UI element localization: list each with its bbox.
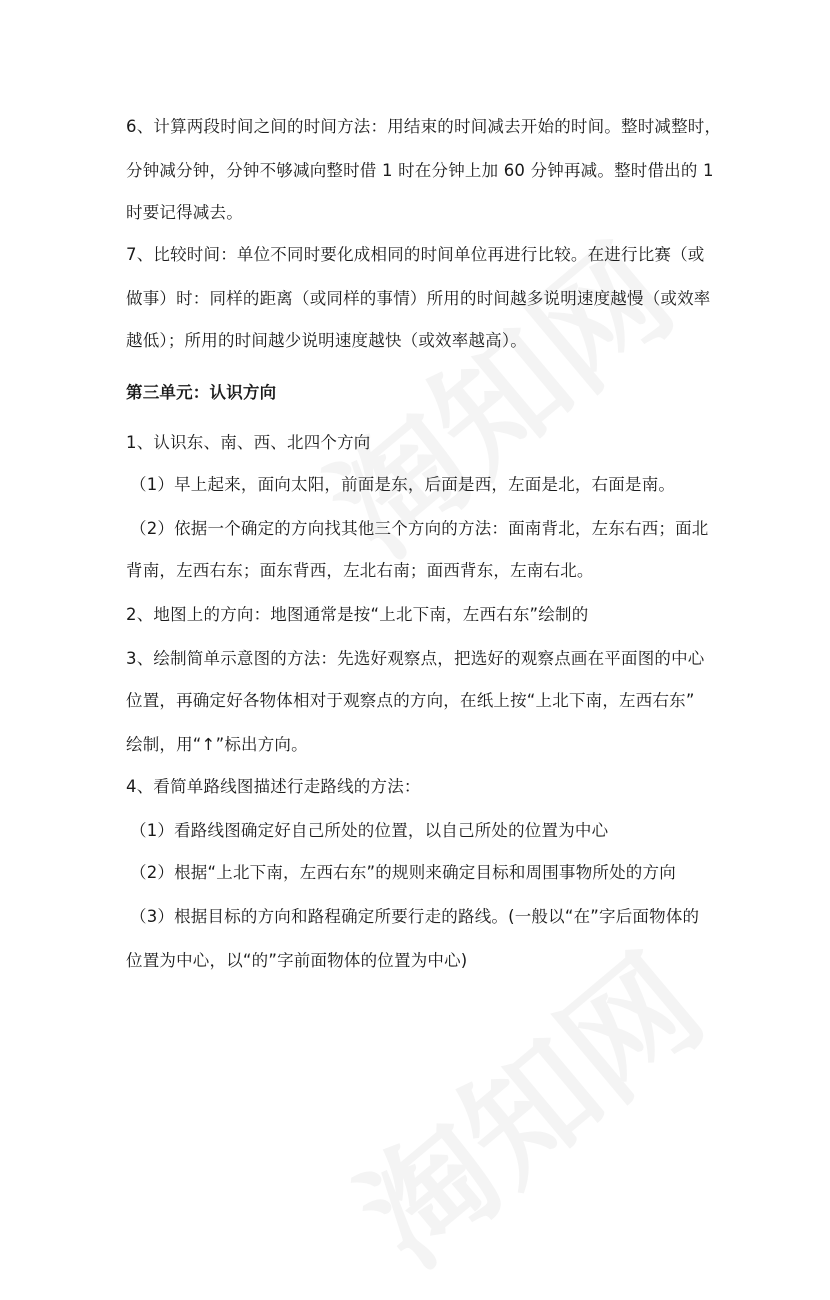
- paragraph-6-line-2: 分钟减分钟，分钟不够减向整时借 1 时在分钟上加 60 分钟再减。整时借出的 1: [126, 161, 714, 180]
- paragraph-6-line-3: 时要记得减去。: [126, 203, 243, 222]
- item-4-sub-2: （2）根据“上北下南，左西右东”的规则来确定目标和周围事物所处的方向: [130, 863, 676, 882]
- item-1-sub-2-line-2: 背南，左西右东；面东背西，左北右南；面西背东，左南右北。: [126, 561, 594, 580]
- item-3-line-3: 绘制，用“↑”标出方向。: [126, 735, 308, 754]
- paragraph-7-line-2: 做事）时：同样的距离（或同样的事情）所用的时间越多说明速度越慢（或效率: [126, 289, 711, 308]
- section-heading: 第三单元：认识方向: [126, 383, 277, 402]
- item-3-line-1: 3、绘制简单示意图的方法：先选好观察点，把选好的观察点画在平面图的中心: [126, 649, 705, 668]
- item-2: 2、地图上的方向：地图通常是按“上北下南，左西右东”绘制的: [126, 605, 589, 624]
- paragraph-6-line-1: 6、计算两段时间之间的时间方法：用结束的时间减去开始的时间。整时减整时，: [126, 117, 722, 136]
- item-1-sub-2-line-1: （2）依据一个确定的方向找其他三个方向的方法：面南背北，左东右西；面北: [130, 519, 709, 538]
- item-1-title: 1、认识东、南、西、北四个方向: [126, 433, 371, 452]
- item-3-line-2: 位置，再确定好各物体相对于观察点的方向，在纸上按“上北下南，左西右东”: [126, 691, 695, 710]
- item-4-sub-3-line-1: （3）根据目标的方向和路程确定所要行走的路线。(一般以“在”字后面物体的: [130, 907, 700, 926]
- item-4-title: 4、看简单路线图描述行走路线的方法：: [126, 777, 421, 796]
- item-1-sub-1: （1）早上起来，面向太阳，前面是东，后面是西，左面是北，右面是南。: [130, 475, 676, 494]
- paragraph-7-line-3: 越低）；所用的时间越少说明速度越快（或效率越高）。: [126, 331, 527, 350]
- paragraph-7-line-1: 7、比较时间：单位不同时要化成相同的时间单位再进行比较。在进行比赛（或: [126, 245, 705, 264]
- item-4-sub-3-line-2: 位置为中心，以“的”字前面物体的位置为中心): [126, 951, 468, 970]
- item-4-sub-1: （1）看路线图确定好自己所处的位置，以自己所处的位置为中心: [130, 821, 609, 840]
